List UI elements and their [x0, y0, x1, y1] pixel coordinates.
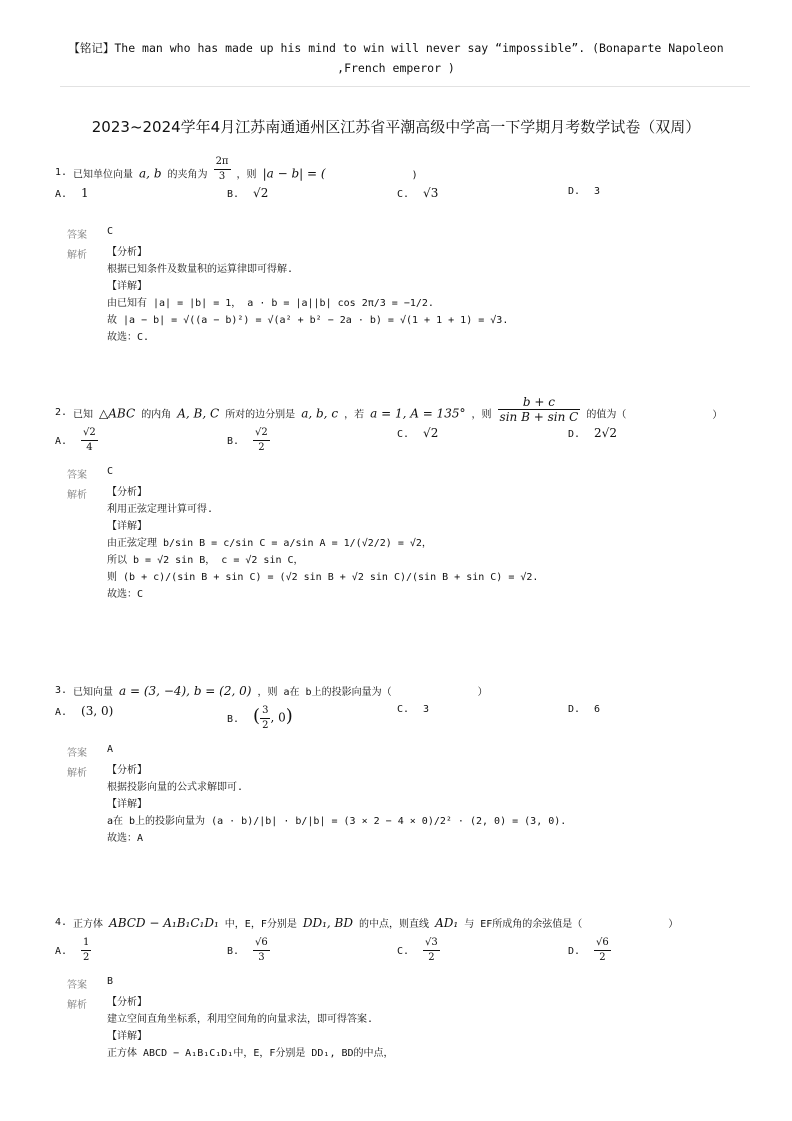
xiangjie-heading: 【详解】: [107, 521, 147, 532]
stem-text: 已知向量: [73, 687, 113, 698]
stem-math: a, b, c: [301, 406, 339, 421]
stem-text: 的内角: [141, 409, 172, 421]
fenxi-heading: 【分析】: [107, 997, 147, 1008]
option-text: √2: [423, 426, 439, 440]
option-text: , 0: [270, 710, 286, 725]
option-text: (3, 0): [81, 704, 114, 718]
stem-text: ，则: [236, 169, 257, 181]
option-label: C.: [397, 945, 410, 957]
fraction-denominator: 2: [262, 720, 269, 731]
option-label: C.: [397, 704, 410, 715]
motto: [0, 38, 792, 78]
fenxi-heading: 【分析】: [107, 487, 147, 498]
stem-text: 已知单位向量: [73, 169, 133, 181]
analysis-block: [67, 484, 745, 603]
option-text: √3: [423, 186, 439, 200]
analysis-line: 由正弦定理 b/sin B = c/sin C = a/sin A = 1/(√2/2) = √2，: [107, 538, 432, 549]
answer-label: 答案: [67, 470, 87, 481]
option-text: 3: [423, 704, 430, 715]
stem-text: 中，E，F分别是: [224, 919, 297, 930]
fraction-numerator: √6: [255, 937, 268, 948]
motto-line-2: ,French emperor ): [337, 61, 455, 75]
option-c[interactable]: [397, 426, 438, 440]
option-a[interactable]: [55, 936, 91, 965]
analysis-line: 利用正弦定理计算可得.: [107, 504, 214, 515]
question-3: [55, 678, 745, 847]
analysis-line: 故 |a − b| = √((a − b)²) = √(a² + b² − 2a · b) = √(1 + 1 + 1) = √3.: [107, 315, 509, 326]
stem-math: AD₁: [435, 916, 459, 930]
analysis-line: 正方体 ABCD − A₁B₁C₁D₁中，E，F分别是 DD₁, BD的中点，: [107, 1048, 394, 1059]
stem-math: a, b: [139, 166, 162, 181]
option-label: C.: [397, 189, 410, 200]
option-a[interactable]: [55, 426, 98, 455]
answer-value: B: [107, 976, 114, 987]
stem-close: ）: [477, 687, 488, 698]
fraction-denominator: 2: [594, 950, 611, 965]
option-fraction: [253, 426, 270, 455]
xiangjie-heading: 【详解】: [107, 799, 147, 810]
fraction-numerator: √2: [83, 427, 96, 438]
angle-fraction: [214, 155, 231, 184]
analysis-block: [67, 762, 745, 847]
fenxi-heading: 【分析】: [107, 765, 147, 776]
question-4: [55, 910, 745, 1062]
xiangjie-heading: 【详解】: [107, 281, 147, 292]
option-d[interactable]: [568, 186, 600, 197]
analysis-label: 解析: [67, 490, 87, 501]
motto-line-1: 【铭记】The man who has made up his mind to win will never say “impossible”. (Bonaparte Napoleon: [68, 41, 724, 55]
stem-fraction: [498, 395, 581, 424]
answer-row: [67, 970, 745, 994]
stem-text: a在 b上的投影向量为（: [283, 687, 392, 698]
analysis-line: 由已知有 |a| = |b| = 1， a · b = |a||b| cos 2π/3 = −1/2.: [107, 298, 434, 309]
question-number: 4.: [55, 917, 68, 928]
analysis-label: 解析: [67, 1000, 87, 1011]
analysis-label: 解析: [67, 250, 87, 261]
fraction-denominator: 3: [253, 950, 270, 965]
option-label: B.: [227, 713, 240, 725]
analysis-line: 故选：A: [107, 833, 144, 844]
option-b[interactable]: [227, 186, 268, 200]
options: [55, 186, 745, 220]
stem-text: ，则: [257, 687, 278, 698]
option-text: 6: [594, 704, 601, 715]
answer-value: A: [107, 744, 114, 755]
stem-math: |a − b| = (: [262, 166, 326, 181]
question-stem: [55, 156, 745, 186]
stem-close: ）: [712, 409, 723, 421]
answer-label: 答案: [67, 230, 87, 241]
stem-math: △ABC: [99, 406, 136, 421]
stem-math: a = (3, −4), b = (2, 0): [119, 684, 252, 698]
option-d[interactable]: [568, 936, 611, 965]
analysis-line: a在 b上的投影向量为 (a · b)/|b| · b/|b| = (3 × 2 − 4 × 0)/2² · (2, 0) = (3, 0).: [107, 816, 567, 827]
option-c[interactable]: [397, 704, 429, 715]
fraction-numerator: b + c: [522, 395, 555, 409]
analysis-line: 故选：C.: [107, 332, 150, 343]
option-d[interactable]: [568, 426, 617, 440]
option-fraction: [81, 426, 98, 455]
paren-open: (: [253, 705, 261, 727]
fraction-denominator: 2: [423, 950, 440, 965]
question-stem: [55, 910, 745, 936]
analysis-line: 根据已知条件及数量积的运算律即可得解.: [107, 264, 294, 275]
analysis-line: 故选：C: [107, 589, 144, 600]
option-d[interactable]: [568, 704, 600, 715]
page-title: 2023~2024学年4月江苏南通通州区江苏省平潮高级中学高一下学期月考数学试卷（双周）: [91, 118, 701, 136]
question-1: [55, 156, 745, 346]
stem-text: 与 EF所成角的余弦值是（: [464, 919, 583, 930]
option-c[interactable]: [397, 936, 440, 965]
stem-math: DD₁, BD: [302, 916, 353, 930]
option-a[interactable]: [55, 186, 89, 200]
answer-label: 答案: [67, 980, 87, 991]
question-2: [55, 395, 745, 603]
option-label: D.: [568, 186, 581, 197]
option-label: D.: [568, 704, 581, 715]
question-number: 1.: [55, 167, 68, 178]
option-label: D.: [568, 429, 581, 440]
option-fraction: [260, 704, 270, 733]
fraction-numerator: 1: [83, 937, 90, 948]
stem-text: 的中点，则直线: [359, 919, 430, 930]
option-text: 3: [594, 186, 601, 197]
question-stem: [55, 678, 745, 704]
option-label: A.: [55, 435, 68, 447]
stem-text: 的值为（: [586, 409, 627, 421]
stem-math: A, B, C: [177, 406, 220, 421]
stem-close: ）: [668, 919, 679, 930]
stem-math: a = 1, A = 135°: [370, 406, 466, 421]
analysis-line: 建立空间直角坐标系，利用空间角的向量求法，即可得答案.: [107, 1014, 374, 1025]
fraction-numerator: 2π: [215, 156, 229, 167]
option-text: 1: [81, 186, 89, 200]
options: [55, 426, 745, 460]
answer-row: [67, 460, 745, 484]
fraction-denominator: sin B + sin C: [499, 410, 579, 424]
option-label: B.: [227, 189, 240, 200]
fraction-numerator: 3: [262, 705, 269, 716]
question-number: 2.: [55, 407, 68, 418]
answer-value: C: [107, 226, 114, 237]
analysis-block: [67, 994, 745, 1062]
fraction-numerator: √6: [596, 937, 609, 948]
fraction-denominator: 3: [214, 169, 231, 184]
option-label: B.: [227, 945, 240, 957]
option-b[interactable]: [227, 426, 270, 455]
question-stem: [55, 395, 745, 426]
option-c[interactable]: [397, 186, 438, 200]
fraction-denominator: 2: [83, 952, 90, 963]
option-fraction: [81, 936, 91, 965]
option-fraction: [423, 936, 440, 965]
fraction-denominator: 2: [253, 440, 270, 455]
fraction-denominator: 4: [81, 440, 98, 455]
answer-label: 答案: [67, 748, 87, 759]
answer-row: [67, 220, 745, 244]
option-label: A.: [55, 707, 68, 718]
stem-math: ABCD − A₁B₁C₁D₁: [109, 916, 219, 930]
option-label: B.: [227, 435, 240, 447]
answer-row: [67, 738, 745, 762]
stem-text: ，则: [471, 409, 492, 421]
stem-text: 已知: [73, 409, 93, 421]
answer-value: C: [107, 466, 114, 477]
stem-close: ): [411, 169, 418, 181]
options: [55, 936, 745, 970]
stem-text: 所对的边分别是: [225, 409, 296, 421]
fraction-numerator: √3: [425, 937, 438, 948]
stem-text: 的夹角为: [167, 169, 208, 181]
option-label: A.: [55, 189, 68, 200]
paren-close: ): [285, 705, 293, 727]
analysis-line: 则 (b + c)/(sin B + sin C) = (√2 sin B + √2 sin C)/(sin B + sin C) = √2.: [107, 572, 539, 583]
question-number: 3.: [55, 685, 68, 696]
option-text: 2√2: [594, 426, 617, 440]
option-fraction: [594, 936, 611, 965]
divider: [60, 86, 750, 87]
options: [55, 704, 745, 738]
option-text: √2: [253, 186, 269, 200]
option-fraction: [253, 936, 270, 965]
option-b[interactable]: [227, 704, 293, 733]
fenxi-heading: 【分析】: [107, 247, 147, 258]
analysis-label: 解析: [67, 768, 87, 779]
option-label: A.: [55, 945, 68, 957]
xiangjie-heading: 【详解】: [107, 1031, 147, 1042]
analysis-block: [67, 244, 745, 346]
stem-text: ，若: [344, 409, 365, 421]
option-label: C.: [397, 429, 410, 440]
option-b[interactable]: [227, 936, 270, 965]
stem-text: 正方体: [73, 919, 103, 930]
analysis-line: 根据投影向量的公式求解即可.: [107, 782, 244, 793]
option-label: D.: [568, 945, 581, 957]
option-a[interactable]: [55, 704, 113, 718]
analysis-line: 所以 b = √2 sin B， c = √2 sin C，: [107, 555, 304, 566]
fraction-numerator: √2: [255, 427, 268, 438]
